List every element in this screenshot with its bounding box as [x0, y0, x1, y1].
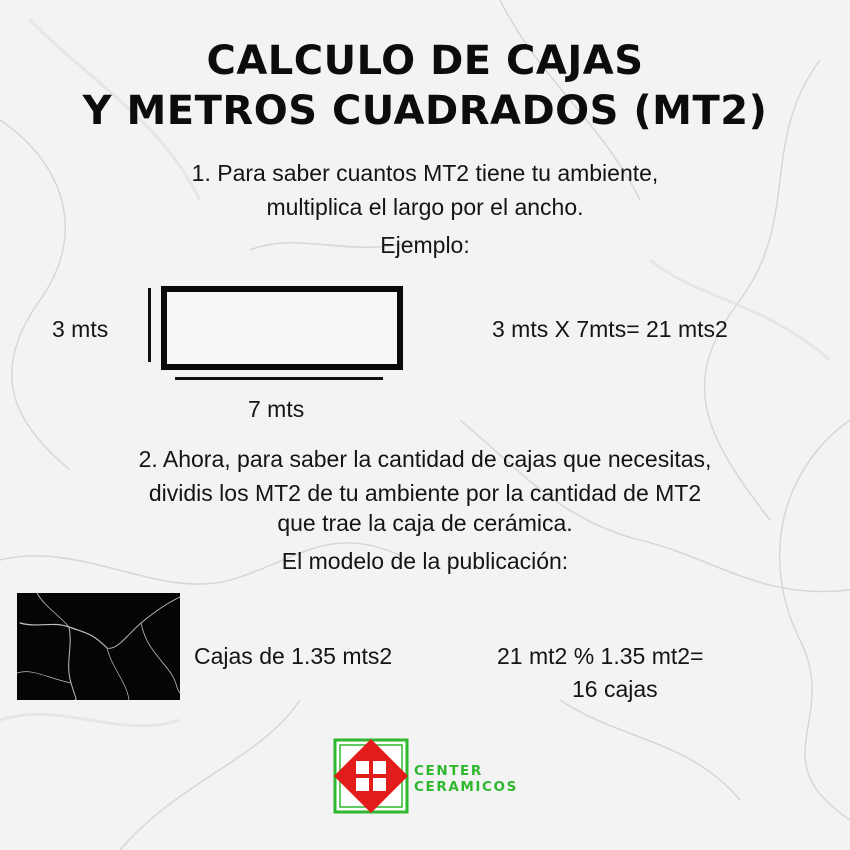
area-formula: 3 mts X 7mts= 21 mts2: [492, 316, 728, 342]
step1-line-1: 1. Para saber cuantos MT2 tiene tu ambiente,: [191, 160, 659, 186]
model-label: El modelo de la publicación:: [281, 548, 569, 574]
step1-line-2: multiplica el largo por el ancho.: [266, 194, 584, 220]
step2-line-1: 2. Ahora, para saber la cantidad de cajas que necesitas,: [138, 446, 712, 472]
step2-line-3: que trae la caja de cerámica.: [277, 510, 573, 536]
brand-name-line-2: CERAMICOS: [414, 779, 518, 795]
black-marble-tile-image: [17, 593, 180, 700]
step2-line-2: dividis los MT2 de tu ambiente por la cantidad de MT2: [148, 480, 702, 506]
page-title-line-2: Y METROS CUADRADOS (MT2): [82, 88, 768, 134]
center-ceramicos-logo-icon: [332, 737, 410, 815]
division-formula: 21 mt2 % 1.35 mt2=: [497, 643, 704, 669]
example-label: Ejemplo:: [380, 232, 470, 258]
height-label: 3 mts: [52, 316, 109, 342]
page-title-line-1: CALCULO DE CAJAS: [206, 38, 644, 84]
room-rectangle: [161, 286, 403, 370]
width-label: 7 mts: [248, 396, 305, 422]
box-size-label: Cajas de 1.35 mts2: [194, 643, 393, 669]
width-dimension-line: [175, 377, 383, 380]
height-dimension-line: [148, 288, 151, 362]
boxes-result: 16 cajas: [572, 676, 658, 702]
brand-name-line-1: CENTER: [414, 763, 483, 779]
